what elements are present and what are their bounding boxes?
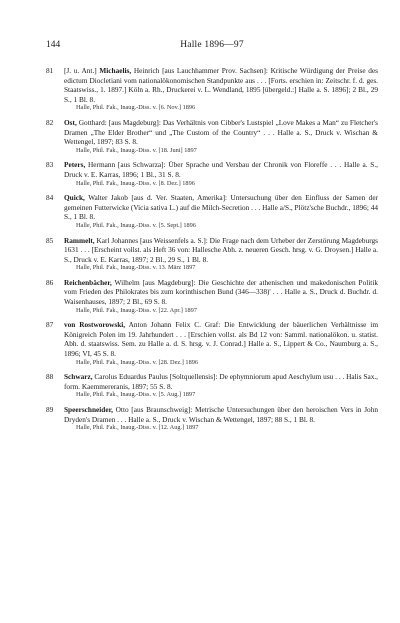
bibliography-list bbox=[46, 66, 378, 433]
entry-text bbox=[64, 372, 378, 391]
entry-number: 89 bbox=[46, 405, 54, 414]
entry-number: 88 bbox=[46, 372, 54, 382]
entry-author: Reichenbächer, bbox=[64, 277, 112, 287]
bibliography-entry bbox=[46, 278, 378, 315]
entry-note: Halle, Phil. Fak., Inaug.-Diss. v. [6. Nov.] 1896 bbox=[76, 104, 196, 112]
entry-description: Carolus Eduardus Paulus [Soltquellensis]: De ephymniorum apud Aeschylum usu . . . Halis Sax., form. Kaemmereranis, 1897; 55 S. 8. bbox=[64, 372, 378, 391]
entry-author: Schwarz, bbox=[64, 372, 93, 382]
entry-text bbox=[64, 278, 378, 307]
entry-note: Halle, Phil. Fak., Inaug.-Diss. v. [18. Juni] 1897 bbox=[76, 146, 197, 154]
entry-description: Karl Johannes [aus Weissenfels a. S.]: Die Frage nach dem Urheber der Zerstörung Magdeburgs 1631 . . . [Erscheint vollst. als Heft 36 von: Hallesche Abh. z. neueren Gesch. hrsg. v. G. Droysen.] Halle a. S., Druck v. E. Karras, 1897; 2 Bl., 29 S., 1 Bl. 8. bbox=[64, 235, 378, 264]
entry-text bbox=[64, 66, 378, 104]
bibliography-entry bbox=[46, 193, 378, 230]
bibliography-entry bbox=[46, 118, 378, 155]
entry-description: Wilhelm [aus Magdeburg]: Die Geschichte der athenischen und makedonischen Politik vom Frieden des Philokrates bis zum korinthischen Bund (346—338)' . . . Halle a. S., Druck d. Buchdr. d. Waisenhauses, 1897; 2 Bl., 69 S. 8. bbox=[64, 277, 378, 307]
entry-note: Halle, Phil. Fak., Inaug.-Diss. v. [5. Sept.] 1896 bbox=[76, 221, 196, 229]
entry-description: Gotthard: [aus Magdeburg]: Das Verhältnis von Cibber's Lustspiel „Love Makes a Man“ zu Fletcher's Dramen „The Elder Brother“ und „The Custom of the Country“ . . . Halle a. S., Druck v. Wischan & Wettengel, 1897; 83 S. 8. bbox=[64, 117, 378, 147]
entry-author: Speerschneider, bbox=[64, 405, 113, 414]
bibliography-entry bbox=[46, 372, 378, 400]
entry-author: von Rostworowski, bbox=[64, 320, 126, 330]
entry-author: Peters, bbox=[64, 160, 86, 170]
bibliography-entry bbox=[46, 66, 378, 113]
entry-number: 84 bbox=[46, 193, 54, 203]
entry-description: Hermann [aus Schwarza]: Über Sprache und Versbau der Chronik von Floreffe . . . Halle a. S., Druck v. E. Karras, 1896; 1 Bl., 31 S. 8. bbox=[64, 160, 378, 179]
entry-number: 81 bbox=[46, 66, 54, 75]
entry-author: Quick, bbox=[64, 193, 85, 203]
entry-text bbox=[64, 405, 378, 424]
entry-note: Halle, Phil. Fak., Inaug.-Diss. v. [5. Aug.] 1897 bbox=[76, 391, 196, 399]
entry-number: 86 bbox=[46, 277, 54, 287]
bibliography-entry bbox=[46, 320, 378, 367]
entry-description: Heinrich [aus Lauchhammer Prov. Sachsen]: Kritische Würdigung der Preise des edictum Diocletiani vom nationalökonomischen Standpunkte aus . . . [Forts. erschien in: Zeitschr. f. d. ges. Staatswiss., 1. 1897.] Köln a. Rh., Druckerei v. L. Wendland, 1895 [übergeld.:] Halle a. S. 1896]; 2 Bl., 29 S., 1 Bl. 8. bbox=[64, 66, 379, 104]
entry-author: Rammelt, bbox=[64, 235, 95, 245]
entry-text bbox=[64, 193, 378, 222]
entry-note: Halle, Phil. Fak., Inaug.-Diss. v. 13. März 1897 bbox=[76, 264, 196, 272]
entry-description: Walter Jakob [aus d. Ver. Staaten, Amerika]: Untersuchung über den Einfluss der Samen der gemeinen Futterwicke (Vicia sativa L.) auf die Milch-Secretion . . . Halle a/S., Plötz'sche Buchdr., 1896; 44 S., 1 Bl. 8. bbox=[64, 193, 378, 222]
page-number: 144 bbox=[46, 40, 61, 50]
entry-note: Halle, Phil. Fak., Inaug.-Diss. v. [22. Apr.] 1897 bbox=[76, 306, 197, 314]
entry-number: 85 bbox=[46, 235, 54, 245]
entry-number: 82 bbox=[46, 117, 54, 127]
page-title: Halle 1896—97 bbox=[180, 40, 244, 50]
entry-author: Michaelis, bbox=[99, 66, 132, 75]
entry-text bbox=[64, 320, 378, 358]
running-head bbox=[46, 40, 378, 54]
bibliography-entry bbox=[46, 236, 378, 273]
entry-note: Halle, Phil. Fak., Inaug.-Diss. v. [28. Dez.] 1896 bbox=[76, 358, 199, 366]
entry-description: Otto [aus Braunschweig]: Metrische Untersuchungen über den heroischen Vers in John Dryden's Dramen . . . Halle a. S., Druck v. Wischan & Wettengel, 1897; 88 S., 1 Bl. 8. bbox=[64, 405, 378, 424]
entry-prefix: [J. u. Ant.] bbox=[64, 66, 100, 75]
bibliography-entry bbox=[46, 160, 378, 188]
bibliography-entry bbox=[46, 405, 378, 433]
entry-description: Anton Johann Felix C. Graf: Die Entwicklung der bäuerlichen Verhältnisse im Königreich Polen im 19. Jahrhundert . . . [Erschien vollst. als Bd 12 von: Samml. nationalökon. u. statist. Abh. d. staatswiss. Sem. zu Halle a. d. S. hrsg. v. J. Conrad.] Halle a. S., Lippert & Co., Naumburg a. S., 1896; VI, 45 S. 8. bbox=[64, 320, 379, 359]
entry-note: Halle, Phil. Fak., Inaug.-Diss. v. [12. Aug.] 1897 bbox=[76, 424, 199, 432]
entry-text bbox=[64, 118, 378, 147]
entry-text bbox=[64, 236, 378, 265]
entry-text bbox=[64, 160, 378, 179]
entry-number: 87 bbox=[46, 320, 54, 330]
entry-number: 83 bbox=[46, 160, 54, 170]
entry-note: Halle, Phil. Fak., Inaug.-Diss. v. [8. Dez.] 1896 bbox=[76, 179, 195, 187]
entry-author: Ost, bbox=[64, 117, 77, 127]
